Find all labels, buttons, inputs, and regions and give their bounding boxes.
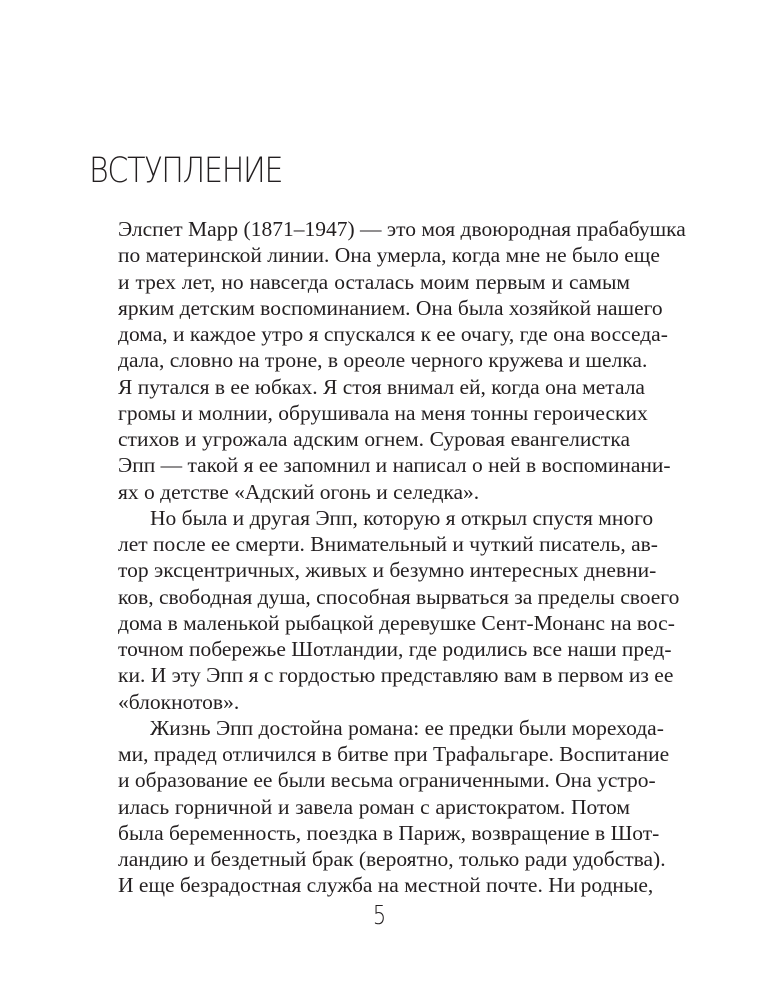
paragraph-2 [118,505,680,715]
text-line: ландию и бездетный брак (вероятно, только ради удобства). [118,847,666,871]
text-line: «блокнотов». [118,689,240,714]
body-text [118,216,686,899]
text-line: точном побережье Шотландии, где родились все наши пред- [118,637,672,661]
text-line: илась горничной и завела роман с аристократом. Потом [118,794,630,819]
paragraph-3 [118,715,670,899]
text-line: ми, прадед отличился в битве при Трафальгаре. Воспитание [118,742,670,766]
text-line: громы и молнии, обрушивала на меня тонны героических [118,400,648,425]
text-line: была беременность, поездка в Париж, возвращение в Шот- [118,820,660,845]
text-line: Эпп — такой я ее запомнил и написал о ней в воспоминани- [118,453,671,478]
text-line: ки. И эту Эпп я с гордостью представляю вам в первом из ее [118,663,674,688]
text-line: Элспет Марр (1871–1947) — это моя двоюродная прабабушка [118,217,686,241]
text-line: лет после ее смерти. Внимательный и чуткий писатель, ав- [118,532,658,556]
text-line: Я путался в ее юбках. Я стоя внимал ей, когда она метала [118,374,645,399]
text-line: дома в маленькой рыбацкой деревушке Сент-Монанс на вос- [118,610,675,635]
text-line: и трех лет, но навсегда осталась моим первым и самым [118,269,630,294]
text-line: ях о детстве «Адский огонь и селедка». [118,479,480,504]
text-line: И еще безрадостная служба на местной почте. Ни родные, [118,873,654,898]
text-line: ярким детским воспоминанием. Она была хозяйкой нашего [118,295,663,320]
text-line: стихов и угрожала адским огнем. Суровая евангелистка [118,427,630,451]
paragraph-1 [118,216,686,505]
text-line: и образование ее были весьма ограниченными. Она устро- [118,768,656,793]
text-line: ков, свободная душа, способная вырваться за пределы своего [118,584,680,609]
text-line: тор эксцентричных, живых и безумно интересных дневни- [118,558,657,583]
text-line: по материнской линии. Она умерла, когда мне не было еще [118,243,660,268]
chapter-title: ВСТУПЛЕНИЕ [89,151,283,191]
page-number: 5 [372,901,387,931]
text-line: дала, словно на троне, в ореоле черного кружева и шелка. [118,348,648,373]
text-line: Но была и другая Эпп, которую я открыл спустя много [150,505,654,530]
text-line: Жизнь Эпп достойна романа: ее предки были мореходa- [150,715,664,740]
text-line: дома, и каждое утро я спускался к ее очагу, где она восседа- [118,322,668,346]
